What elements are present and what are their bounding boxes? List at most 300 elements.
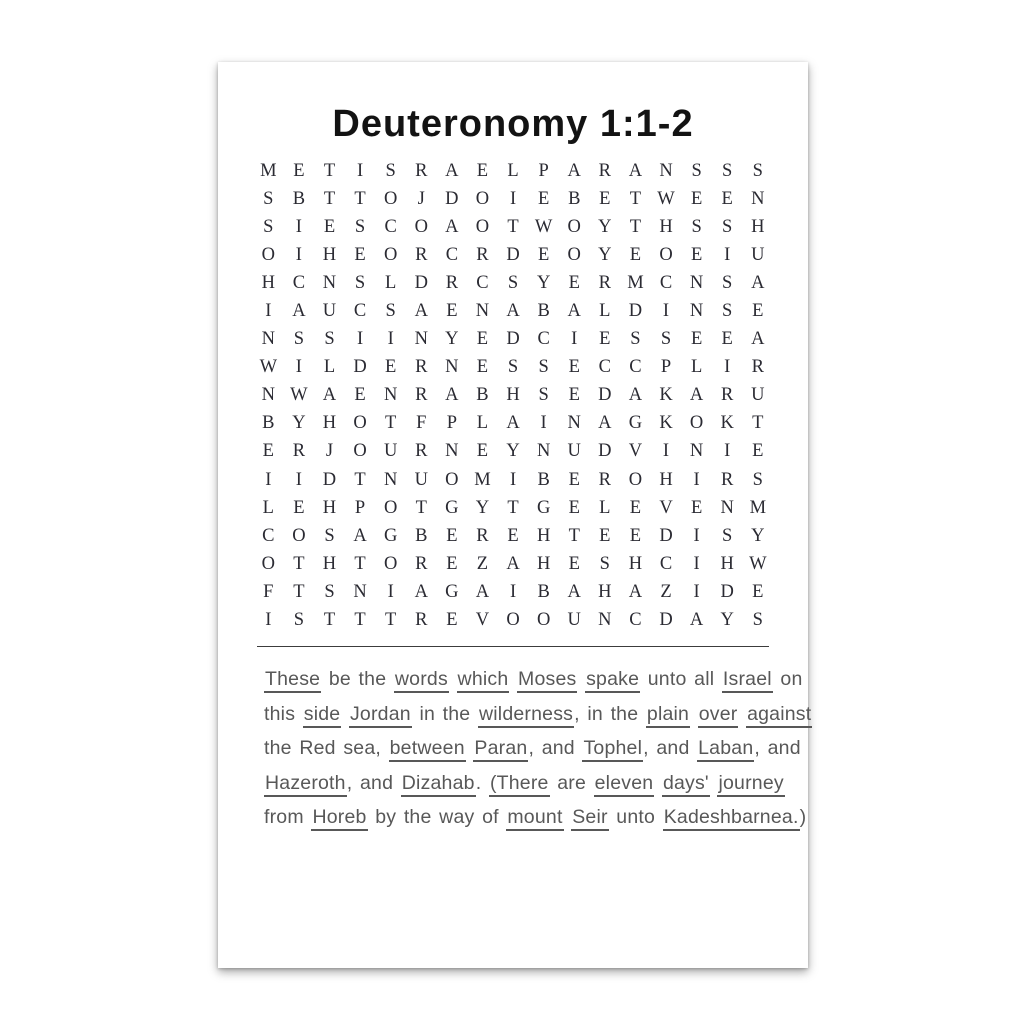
grid-cell: L <box>599 497 611 518</box>
grid-cell: A <box>628 160 643 181</box>
grid-cell: W <box>657 188 675 209</box>
grid-cell: D <box>659 525 673 546</box>
verse-word-underlined: journey <box>717 772 784 797</box>
grid-cell: F <box>416 413 427 434</box>
grid-cell: O <box>292 525 306 546</box>
verse-word-underlined: Kadeshbarnea. <box>663 806 800 831</box>
verse-word: in <box>419 702 436 725</box>
grid-row <box>253 382 773 410</box>
grid-cell: R <box>445 272 459 293</box>
grid-cell: S <box>752 160 763 181</box>
grid-cell: C <box>629 610 642 631</box>
grid-cell: E <box>537 188 550 209</box>
grid-cell: A <box>567 160 581 181</box>
grid-cell: T <box>629 188 642 209</box>
grid-cell: E <box>568 553 580 574</box>
grid-cell: O <box>353 441 367 462</box>
grid-cell: A <box>506 553 520 574</box>
grid-cell: W <box>259 357 278 378</box>
grid-cell: T <box>507 216 519 237</box>
grid-cell: N <box>445 441 459 462</box>
verse-word: Red <box>299 737 336 760</box>
grid-cell: Y <box>292 413 306 434</box>
verse-word-underlined: words <box>394 668 449 693</box>
grid-cell: J <box>417 188 425 209</box>
grid-cell: E <box>752 301 764 322</box>
grid-cell: D <box>414 272 428 293</box>
grid-cell: D <box>322 469 337 490</box>
grid-cell: T <box>293 553 305 574</box>
grid-cell: G <box>445 497 459 518</box>
grid-cell: I <box>295 216 302 237</box>
grid-cell: N <box>720 497 734 518</box>
grid-cell: R <box>415 553 428 574</box>
grid-cell: E <box>293 497 305 518</box>
grid-cell: E <box>690 244 703 265</box>
grid-cell: S <box>722 216 733 237</box>
verse-word: and <box>767 737 801 760</box>
grid-cell: G <box>445 581 459 602</box>
verse-word-underlined: plain <box>646 703 690 728</box>
word-search-grid <box>253 157 773 635</box>
puzzle-page <box>218 62 812 968</box>
verse-word: this <box>264 702 296 725</box>
grid-cell: B <box>537 469 550 490</box>
grid-cell: T <box>568 525 580 546</box>
verse-word-underlined: Jordan <box>349 703 412 728</box>
grid-cell: N <box>536 441 551 462</box>
verse-word: in <box>587 702 603 725</box>
grid-cell: R <box>415 357 428 378</box>
grid-cell: Y <box>536 272 551 293</box>
grid-cell: I <box>571 329 578 350</box>
grid-cell: D <box>506 329 520 350</box>
grid-cell: H <box>322 553 337 574</box>
grid-cell: O <box>414 216 428 237</box>
grid-cell: T <box>354 188 366 209</box>
grid-cell: P <box>354 497 366 518</box>
grid-cell: S <box>324 525 335 546</box>
verse-word: the <box>610 702 639 725</box>
verse-paragraph <box>264 662 812 835</box>
grid-cell: H <box>322 497 337 518</box>
grid-cell: E <box>476 441 489 462</box>
grid-cell: A <box>445 385 459 406</box>
grid-cell: I <box>387 329 394 350</box>
grid-cell: N <box>383 469 398 490</box>
grid-cell: A <box>506 413 520 434</box>
grid-cell: U <box>383 441 398 462</box>
grid-cell: L <box>507 160 519 181</box>
verse-word: the <box>403 806 432 829</box>
grid-cell: P <box>660 357 672 378</box>
grid-cell: R <box>476 525 489 546</box>
grid-cell: M <box>260 160 277 181</box>
grid-cell: C <box>598 357 611 378</box>
grid-cell: E <box>599 525 611 546</box>
verse-word: the <box>442 702 471 725</box>
verse-word: and <box>656 737 690 760</box>
grid-cell: Z <box>660 581 672 602</box>
grid-cell: S <box>263 188 274 209</box>
grid-row <box>253 157 773 185</box>
grid-cell: E <box>537 244 550 265</box>
verse-word: and <box>541 737 575 760</box>
grid-row <box>253 494 773 522</box>
grid-cell: S <box>354 272 366 293</box>
grid-cell: I <box>295 244 302 265</box>
verse-word-underlined: Laban <box>697 737 754 762</box>
grid-cell: E <box>629 244 642 265</box>
verse-word-underlined: Hazeroth <box>264 772 347 797</box>
grid-cell: U <box>751 385 765 406</box>
grid-cell: A <box>628 385 643 406</box>
grid-cell: I <box>509 581 517 602</box>
grid-cell: V <box>475 610 490 631</box>
verse-punctuation: , <box>643 737 649 760</box>
grid-cell: R <box>415 610 428 631</box>
grid-cell: I <box>693 581 700 602</box>
grid-cell: T <box>385 610 397 631</box>
grid-cell: S <box>385 160 396 181</box>
grid-row <box>253 438 773 466</box>
verse-word-underlined: Moses <box>517 668 577 693</box>
grid-cell: E <box>446 525 458 546</box>
grid-cell: N <box>353 581 367 602</box>
grid-cell: E <box>446 610 458 631</box>
grid-cell: B <box>262 413 275 434</box>
verse-word-underlined: Seir <box>571 806 608 831</box>
grid-cell: H <box>751 216 765 237</box>
grid-cell: H <box>322 244 337 265</box>
grid-cell: S <box>660 329 672 350</box>
grid-cell: B <box>292 188 306 209</box>
grid-cell: L <box>476 413 489 434</box>
grid-cell: E <box>752 581 764 602</box>
grid-row <box>253 578 773 606</box>
grid-cell: I <box>509 469 517 490</box>
verse-word-underlined: days' <box>662 772 710 797</box>
grid-cell: P <box>538 160 549 181</box>
grid-cell: D <box>720 581 734 602</box>
verse-line <box>264 800 807 835</box>
verse-word: the <box>358 668 387 690</box>
grid-row <box>253 354 773 382</box>
grid-cell: L <box>262 497 274 518</box>
grid-cell: D <box>353 357 367 378</box>
grid-cell: O <box>475 216 490 237</box>
grid-cell: T <box>507 497 519 518</box>
grid-cell: R <box>415 441 428 462</box>
grid-cell: I <box>724 357 731 378</box>
verse-line <box>264 766 784 801</box>
grid-cell: L <box>323 357 336 378</box>
grid-cell: D <box>628 301 643 322</box>
verse-word: the <box>264 737 292 760</box>
grid-cell: S <box>599 553 610 574</box>
grid-cell: S <box>722 525 733 546</box>
grid-row <box>253 550 773 578</box>
grid-cell: C <box>445 244 459 265</box>
grid-cell: R <box>721 385 734 406</box>
grid-cell: N <box>567 413 581 434</box>
grid-cell: A <box>751 329 765 350</box>
verse-word: way <box>439 806 475 829</box>
grid-cell: E <box>629 497 642 518</box>
grid-cell: S <box>538 357 549 378</box>
grid-cell: O <box>567 216 581 237</box>
grid-cell: A <box>598 413 612 434</box>
grid-cell: A <box>414 301 428 322</box>
grid-row <box>253 607 773 635</box>
grid-cell: D <box>659 610 673 631</box>
grid-cell: B <box>537 581 550 602</box>
grid-cell: K <box>659 413 673 434</box>
grid-cell: L <box>599 301 611 322</box>
grid-cell: C <box>353 301 367 322</box>
grid-cell: I <box>265 469 272 490</box>
grid-cell: N <box>475 301 490 322</box>
grid-cell: S <box>293 610 305 631</box>
grid-cell: I <box>356 329 364 350</box>
grid-cell: N <box>383 385 398 406</box>
grid-cell: R <box>598 469 611 490</box>
grid-cell: K <box>659 385 673 406</box>
grid-cell: C <box>537 329 550 350</box>
grid-cell: A <box>567 581 581 602</box>
grid-cell: R <box>415 385 428 406</box>
verse-word-underlined: which <box>457 668 510 693</box>
grid-cell: C <box>629 357 642 378</box>
verse-punctuation: , <box>528 737 535 760</box>
grid-cell: M <box>474 469 491 490</box>
verse-word-underlined: between <box>389 737 466 762</box>
grid-cell: A <box>475 581 490 602</box>
grid-cell: S <box>630 329 641 350</box>
grid-cell: S <box>752 469 763 490</box>
verse-word-underlined: Israel <box>722 668 773 693</box>
grid-cell: E <box>690 188 703 209</box>
grid-cell: N <box>689 301 704 322</box>
grid-cell: N <box>689 441 704 462</box>
grid-row <box>253 297 773 325</box>
grid-cell: N <box>445 357 459 378</box>
grid-cell: E <box>354 244 366 265</box>
grid-cell: T <box>415 497 427 518</box>
grid-cell: J <box>325 441 334 462</box>
grid-cell: U <box>414 469 428 490</box>
grid-cell: N <box>751 188 765 209</box>
grid-cell: N <box>261 385 275 406</box>
grid-cell: W <box>534 216 553 237</box>
verse-word-underlined: over <box>698 703 739 728</box>
grid-cell: S <box>507 357 519 378</box>
grid-cell: G <box>628 413 643 434</box>
grid-cell: H <box>536 525 551 546</box>
grid-cell: S <box>722 160 733 181</box>
grid-row <box>253 185 773 213</box>
grid-cell: I <box>724 441 731 462</box>
verse-word: and <box>359 771 394 794</box>
grid-cell: O <box>383 553 398 574</box>
grid-cell: R <box>476 244 489 265</box>
grid-row <box>253 213 773 241</box>
grid-cell: A <box>751 272 765 293</box>
grid-cell: O <box>628 469 643 490</box>
grid-cell: E <box>721 329 733 350</box>
grid-cell: A <box>628 581 643 602</box>
grid-cell: O <box>261 553 275 574</box>
grid-cell: E <box>446 553 458 574</box>
verse-word: unto <box>647 668 687 690</box>
grid-cell: C <box>659 553 673 574</box>
verse-punctuation: ) <box>799 806 807 829</box>
grid-cell: I <box>265 301 272 322</box>
grid-cell: T <box>323 188 336 209</box>
grid-row <box>253 269 773 297</box>
verse-word-underlined: eleven <box>594 772 655 797</box>
grid-cell: B <box>568 188 581 209</box>
grid-cell: O <box>475 188 490 209</box>
verse-punctuation: , <box>574 702 580 725</box>
grid-cell: E <box>690 497 703 518</box>
grid-cell: E <box>446 301 458 322</box>
grid-cell: R <box>721 469 734 490</box>
grid-cell: N <box>598 610 612 631</box>
grid-cell: G <box>536 497 551 518</box>
verse-word-underlined: Horeb <box>311 806 367 831</box>
grid-cell: R <box>751 357 764 378</box>
verse-word: on <box>780 668 803 690</box>
grid-cell: E <box>721 188 733 209</box>
grid-cell: N <box>659 160 673 181</box>
verse-word-underlined: wilderness <box>478 703 574 728</box>
grid-cell: S <box>752 610 763 631</box>
grid-cell: Y <box>445 329 459 350</box>
puzzle-title: Deuteronomy 1:1-2 <box>332 103 694 145</box>
grid-cell: I <box>662 441 670 462</box>
grid-cell: I <box>509 188 517 209</box>
grid-cell: T <box>629 216 642 237</box>
grid-cell: T <box>354 553 366 574</box>
grid-cell: C <box>659 272 673 293</box>
grid-cell: C <box>292 272 306 293</box>
grid-cell: N <box>322 272 337 293</box>
grid-cell: C <box>262 525 275 546</box>
grid-cell: S <box>538 385 549 406</box>
grid-cell: H <box>659 469 673 490</box>
grid-cell: H <box>598 581 612 602</box>
grid-cell: S <box>354 216 366 237</box>
grid-cell: I <box>540 413 547 434</box>
grid-cell: Z <box>476 553 489 574</box>
grid-cell: N <box>261 329 275 350</box>
verse-word: from <box>264 806 304 829</box>
grid-cell: Y <box>720 610 734 631</box>
grid-cell: E <box>476 329 489 350</box>
grid-cell: Y <box>598 244 612 265</box>
grid-cell: A <box>567 301 581 322</box>
grid-cell: E <box>568 385 580 406</box>
verse-word-underlined: mount <box>506 806 563 831</box>
grid-cell: H <box>536 553 551 574</box>
grid-cell: E <box>599 329 611 350</box>
grid-row <box>253 241 773 269</box>
grid-cell: O <box>567 244 581 265</box>
grid-cell: H <box>659 216 673 237</box>
grid-row <box>253 326 773 354</box>
grid-cell: O <box>353 413 367 434</box>
grid-cell: H <box>720 553 734 574</box>
grid-cell: O <box>689 413 704 434</box>
grid-cell: E <box>354 385 366 406</box>
grid-cell: S <box>324 329 335 350</box>
grid-cell: S <box>507 272 519 293</box>
grid-cell: R <box>598 160 611 181</box>
grid-cell: E <box>323 216 336 237</box>
verse-word-underlined: against <box>746 703 812 728</box>
grid-cell: U <box>567 441 581 462</box>
grid-cell: W <box>290 385 308 406</box>
grid-cell: I <box>693 525 700 546</box>
grid-cell: E <box>690 329 703 350</box>
grid-cell: G <box>383 525 398 546</box>
grid-cell: U <box>751 244 765 265</box>
verse-word: be <box>328 668 351 690</box>
grid-cell: W <box>749 553 767 574</box>
grid-cell: D <box>445 188 459 209</box>
grid-cell: E <box>385 357 397 378</box>
grid-cell: E <box>476 357 489 378</box>
grid-cell: E <box>507 525 519 546</box>
grid-cell: R <box>415 244 428 265</box>
verse-word: by <box>375 806 397 829</box>
grid-cell: S <box>293 329 305 350</box>
grid-cell: S <box>722 301 733 322</box>
grid-cell: S <box>722 272 733 293</box>
grid-cell: S <box>263 216 274 237</box>
verse-word: unto <box>616 806 656 829</box>
verse-line <box>264 662 803 697</box>
verse-word-underlined: These <box>264 668 321 693</box>
grid-cell: O <box>506 610 520 631</box>
grid-cell: O <box>659 244 673 265</box>
verse-word-underlined: spake <box>585 668 640 693</box>
grid-cell: T <box>323 160 336 181</box>
grid-cell: Y <box>751 525 765 546</box>
verse-word: all <box>694 668 715 690</box>
grid-cell: I <box>693 553 700 574</box>
grid-cell: C <box>384 216 397 237</box>
divider <box>257 646 769 647</box>
grid-cell: T <box>354 610 366 631</box>
grid-cell: E <box>568 357 580 378</box>
grid-cell: O <box>383 497 398 518</box>
grid-cell: Y <box>475 497 490 518</box>
grid-cell: E <box>568 497 580 518</box>
grid-cell: H <box>261 272 275 293</box>
verse-word-underlined: side <box>303 703 342 728</box>
verse-line <box>264 697 812 732</box>
verse-word-underlined: (There <box>489 772 550 797</box>
grid-cell: I <box>693 469 700 490</box>
grid-cell: I <box>295 469 302 490</box>
grid-cell: N <box>414 329 428 350</box>
grid-cell: E <box>568 469 580 490</box>
grid-cell: S <box>691 160 702 181</box>
grid-row <box>253 522 773 550</box>
grid-cell: A <box>292 301 306 322</box>
